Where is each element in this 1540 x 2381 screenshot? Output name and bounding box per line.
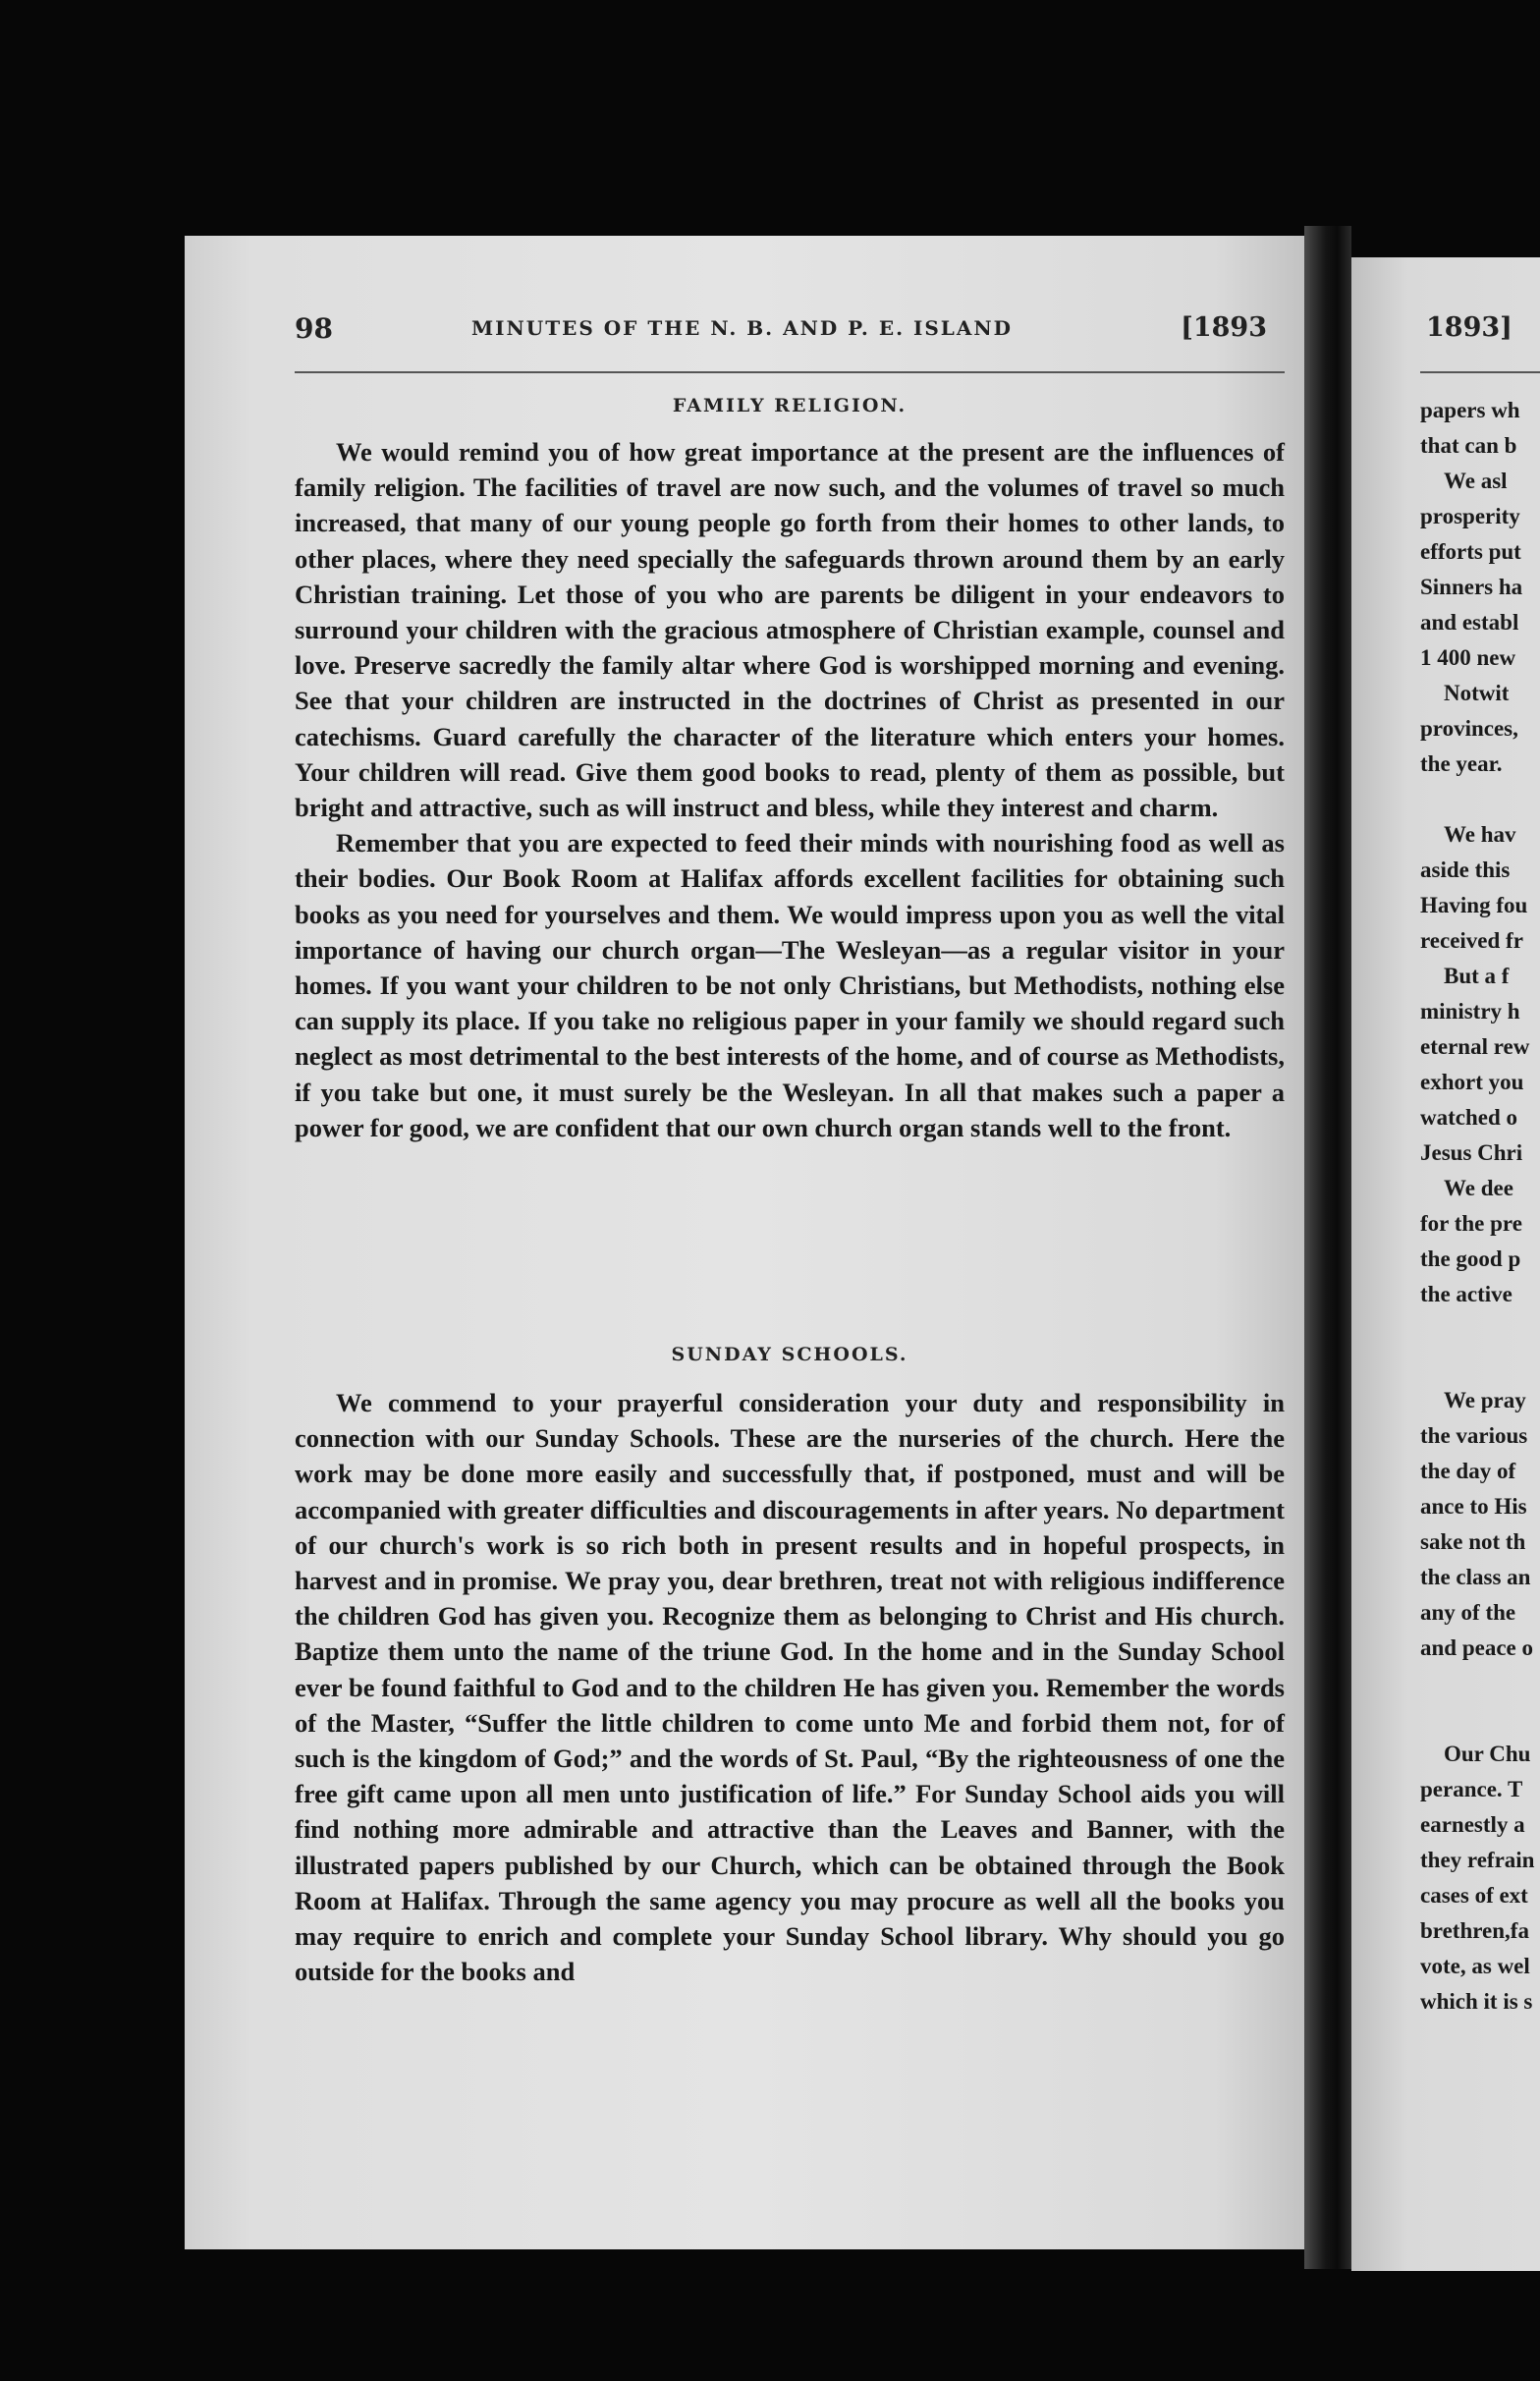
blank-line bbox=[1420, 1701, 1540, 1737]
right-header-year: 1893] bbox=[1426, 312, 1512, 343]
text-line: for the pre bbox=[1420, 1211, 1522, 1236]
text-line: they refrain bbox=[1420, 1848, 1535, 1872]
text-line: which it is s bbox=[1420, 1989, 1533, 2014]
text-line: provinces, bbox=[1420, 716, 1518, 741]
right-page-text bbox=[1420, 393, 1540, 2020]
text-line: We pray bbox=[1444, 1388, 1526, 1412]
text-line: the good p bbox=[1420, 1246, 1521, 1271]
text-line: cases of ext bbox=[1420, 1883, 1528, 1908]
right-page bbox=[1351, 257, 1540, 2271]
text-line: perance. T bbox=[1420, 1777, 1523, 1801]
text-line: vote, as wel bbox=[1420, 1954, 1530, 1978]
text-line: aside this bbox=[1420, 858, 1511, 882]
text-line: the day of bbox=[1420, 1459, 1516, 1483]
text-line: watched o bbox=[1420, 1105, 1518, 1130]
right-header-rule bbox=[1420, 371, 1540, 373]
text-line: Notwit bbox=[1444, 681, 1510, 705]
text-line: prosperity bbox=[1420, 504, 1520, 528]
text-line: brethren,fa bbox=[1420, 1918, 1529, 1943]
blank-line bbox=[1420, 1312, 1540, 1348]
left-page bbox=[185, 236, 1304, 2249]
text-line: earnestly a bbox=[1420, 1812, 1525, 1837]
text-line: Jesus Chri bbox=[1420, 1140, 1523, 1165]
text-line: sake not th bbox=[1420, 1529, 1526, 1554]
section-heading-sunday-schools: SUNDAY SCHOOLS. bbox=[671, 1344, 908, 1365]
text-line: the class an bbox=[1420, 1565, 1531, 1589]
text-line: efforts put bbox=[1420, 539, 1521, 564]
text-line: the year. bbox=[1420, 751, 1503, 776]
paragraph: We commend to your prayerful consideration your duty and responsibility in connection with our Sunday Schools. These are the nurseries of the church. Here the work may be done more easily and successfully that, if postponed, must and will be accompanied with greater difficulties and discouragements in after years. No department of our church's work is so rich both in present results and in hopeful prospects, in harvest and in promise. We pray you, dear brethren, treat not with religious indifference the children God has given you. Recognize them as belonging to Christ and His church. Baptize them unto the name of the triune God. In the home and in the Sunday School ever be found faithful to God and to the children He has given you. Remember the words of the Master, “Suffer the little children to come unto Me and forbid them not, for of such is the kingdom of God;” and the words of St. Paul, “By the righteousness of one the free gift came upon all men unto justification of life.” For Sunday School aids you will find nothing more admirable and attractive than the Leaves and Banner, with the illustrated papers published by our Church, which can be obtained through the Book Room at Halifax. Through the same agency you may procure as well all the books you may require to enrich and complete your Sunday School library. Why should you go outside for the books and bbox=[295, 1388, 1285, 1987]
text-line: received fr bbox=[1420, 928, 1523, 953]
paragraph: We would remind you of how great importance at the present are the influences of family religion. The facilities of travel are now such, and the volumes of travel so much increased, that many of our young people go forth from their homes to other lands, to other places, where they need specially the safeguards thrown around them by an early Christian training. Let those of you who are parents be diligent in your endeavors to surround your children with the gracious atmosphere of Christian example, counsel and love. Preserve sacredly the family altar where God is worshipped morning and evening. See that your children are instructed in the doctrines of Christ as presented in our catechisms. Guard carefully the character of the literature which enters your homes. Your children will read. Give them good books to read, plenty of them as possible, but bright and attractive, such as will instruct and bless, while they interest and charm. bbox=[295, 437, 1285, 823]
blank-line bbox=[1420, 1348, 1540, 1383]
page-header bbox=[295, 312, 1285, 352]
header-year: [1893 bbox=[1181, 312, 1267, 343]
text-line: ance to His bbox=[1420, 1494, 1527, 1519]
text-line: the various bbox=[1420, 1423, 1528, 1448]
text-line: We hav bbox=[1444, 822, 1516, 847]
text-line: 1 400 new bbox=[1420, 645, 1516, 670]
text-line: that can b bbox=[1420, 433, 1517, 458]
text-line: We asl bbox=[1444, 469, 1508, 493]
section-body-sunday-schools bbox=[295, 1385, 1285, 1989]
text-line: papers wh bbox=[1420, 398, 1520, 422]
page-number: 98 bbox=[295, 312, 333, 345]
text-line: and establ bbox=[1420, 610, 1519, 635]
blank-line bbox=[1420, 782, 1540, 817]
header-rule bbox=[295, 371, 1285, 373]
text-line: Having fou bbox=[1420, 893, 1528, 917]
running-head: MINUTES OF THE N. B. AND P. E. ISLAND bbox=[471, 316, 1014, 340]
text-line: We dee bbox=[1444, 1176, 1513, 1200]
text-line: But a f bbox=[1444, 964, 1510, 988]
text-line: ministry h bbox=[1420, 999, 1520, 1024]
text-line: exhort you bbox=[1420, 1070, 1524, 1094]
text-line: and peace o bbox=[1420, 1635, 1533, 1660]
text-line: eternal rew bbox=[1420, 1034, 1530, 1059]
text-line: the active bbox=[1420, 1282, 1512, 1306]
text-line: any of the bbox=[1420, 1600, 1516, 1625]
section-heading-family-religion: FAMILY RELIGION. bbox=[672, 395, 908, 416]
blank-line bbox=[1420, 1666, 1540, 1701]
book-gutter bbox=[1304, 226, 1351, 2269]
paragraph: Remember that you are expected to feed their minds with nourishing food as well as their bodies. Our Book Room at Halifax affords excellent facilities for obtaining such books as you need for yourselves and them. We would impress upon you as well the vital importance of having our church organ—The Wesleyan—as a regular visitor in your homes. If you want your children to be not only Christians, but Methodists, nothing else can supply its place. If you take no religious paper in your family we should regard such neglect as most detrimental to the best interests of the home, and of course as Methodists, if you take but one, it must surely be the Wesleyan. In all that makes such a paper a power for good, we are confident that our own church organ stands well to the front. bbox=[295, 828, 1285, 1142]
text-line: Sinners ha bbox=[1420, 575, 1523, 599]
section-body-family-religion bbox=[295, 434, 1285, 1145]
text-line: Our Chu bbox=[1444, 1742, 1531, 1766]
